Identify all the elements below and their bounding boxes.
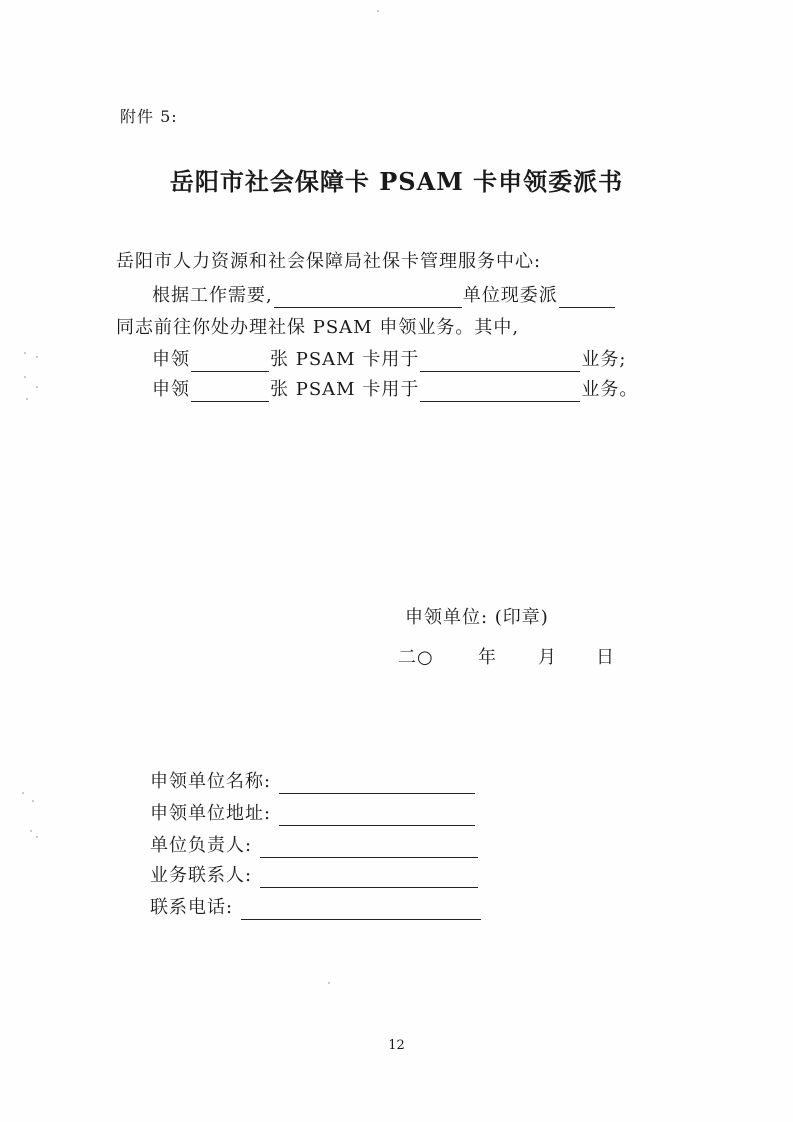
date-year-prefix: 二○ <box>398 647 434 668</box>
scan-speck <box>24 376 26 378</box>
field-business-contact-line[interactable] <box>260 869 478 888</box>
document-title: 岳阳市社会保障卡 PSAM 卡申领委派书 <box>169 167 624 196</box>
field-unit-name-line[interactable] <box>279 775 475 794</box>
body-text: 单位现委派 <box>462 285 558 306</box>
field-label: 申领单位地址: <box>150 803 272 824</box>
scan-speck <box>24 352 26 354</box>
scan-speck <box>30 830 32 832</box>
field-unit-head <box>150 834 478 858</box>
blank-card-count[interactable] <box>191 383 269 402</box>
body-line-4 <box>152 378 638 402</box>
body-line-1 <box>152 284 616 308</box>
field-business-contact <box>150 864 478 888</box>
date-day-label: 日 <box>596 647 615 668</box>
blank-unit-name[interactable] <box>274 289 462 308</box>
date-month-label: 月 <box>538 647 557 668</box>
blank-delegate-name[interactable] <box>559 289 615 308</box>
blank-card-count[interactable] <box>191 353 269 372</box>
date-year-label: 年 <box>478 647 497 668</box>
page-number: 12 <box>388 1038 405 1053</box>
scan-speck <box>26 398 28 400</box>
body-line-2: 同志前往你处办理社保 PSAM 申领业务。其中, <box>116 317 520 338</box>
scan-speck <box>22 792 24 794</box>
scan-speck <box>36 386 38 388</box>
body-text: 业务。 <box>581 379 639 400</box>
field-contact-phone <box>150 896 481 920</box>
body-text: 张 PSAM 卡用于 <box>270 349 420 370</box>
body-text: 根据工作需要, <box>152 285 273 306</box>
scan-speck <box>32 800 34 802</box>
field-contact-phone-line[interactable] <box>241 901 481 920</box>
field-label: 业务联系人: <box>150 865 253 886</box>
field-unit-head-line[interactable] <box>260 839 478 858</box>
field-label: 申领单位名称: <box>150 771 272 792</box>
body-text: 业务; <box>581 349 627 370</box>
body-text: 张 PSAM 卡用于 <box>270 379 420 400</box>
scan-speck <box>377 10 379 12</box>
body-text: 申领 <box>152 349 190 370</box>
scan-speck <box>36 836 38 838</box>
field-unit-name <box>150 770 475 794</box>
field-label: 单位负责人: <box>150 835 253 856</box>
attachment-label: 附件 5: <box>120 107 178 126</box>
field-label: 联系电话: <box>150 897 234 918</box>
addressee: 岳阳市人力资源和社会保障局社保卡管理服务中心: <box>116 251 542 272</box>
blank-business-type[interactable] <box>420 383 580 402</box>
field-unit-address-line[interactable] <box>279 807 475 826</box>
scan-speck <box>36 356 38 358</box>
blank-business-type[interactable] <box>420 353 580 372</box>
scan-speck <box>328 982 330 984</box>
body-text: 申领 <box>152 379 190 400</box>
body-line-3 <box>152 348 626 372</box>
field-unit-address <box>150 802 475 826</box>
applicant-unit-seal: 申领单位: (印章) <box>405 607 549 628</box>
date-line <box>398 646 618 670</box>
